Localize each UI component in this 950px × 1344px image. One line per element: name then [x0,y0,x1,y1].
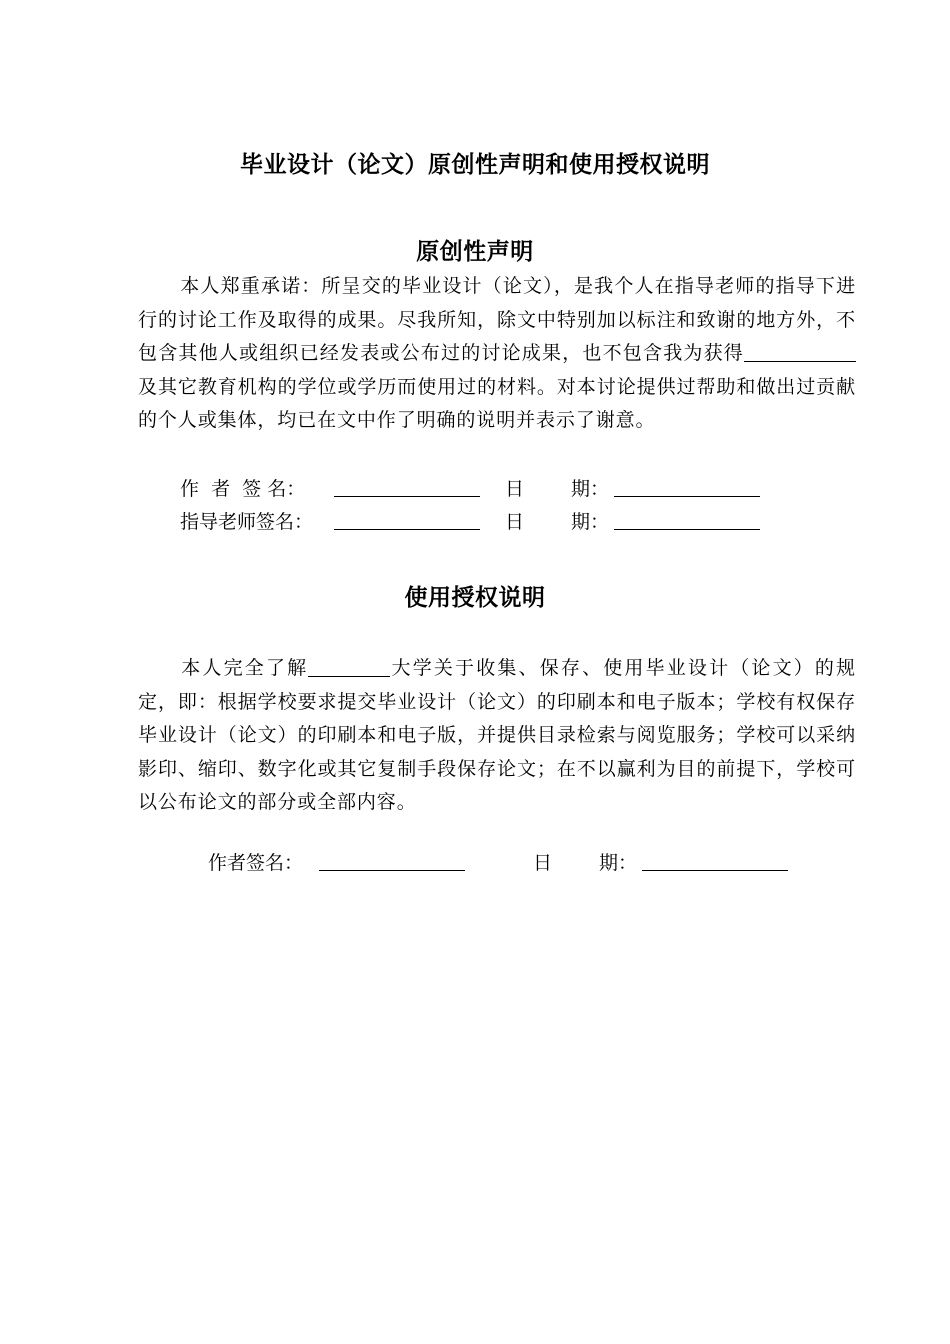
date-label-char1: 日 [533,852,553,874]
degree-blank-field[interactable] [744,339,856,362]
authorization-statement [138,652,856,820]
originality-text-part1: 本人郑重承诺：所呈交的毕业设计（论文），是我个人在指导老师的指导下进行的讨论工作及取得的成果。尽我所知，除文中特别加以标注和致谢的地方外，不包含其他人或组织已经发表或公布过的讨论成果，也不包含我为获得 [138,275,856,365]
advisor-date-field[interactable] [614,507,760,530]
author-date-field[interactable] [614,474,760,497]
date-label-char1: 日 [505,511,525,533]
date-label-char2: 期： [571,478,610,500]
date-label-char1: 日 [505,478,525,500]
authorization-signature-row [208,848,808,878]
originality-statement [138,270,856,438]
date-label-char2: 期： [599,852,638,874]
advisor-sign-label: 指导老师签名： [180,511,314,533]
authorization-heading: 使用授权说明 [404,585,546,611]
document-title: 毕业设计（论文）原创性声明和使用授权说明 [240,152,710,178]
date-label-char2: 期： [571,511,610,533]
originality-heading: 原创性声明 [416,239,534,265]
advisor-signature-row [180,507,780,537]
authorization-date-field[interactable] [642,848,788,871]
authorization-signature-field[interactable] [319,848,465,871]
author-sign-label: 作者签名： [208,852,304,874]
author-signature-field[interactable] [334,474,480,497]
author-signature-row [180,474,780,504]
advisor-signature-field[interactable] [334,507,480,530]
author-sign-label: 作 者 签 名： [180,478,306,500]
authorization-text-part1: 本人完全了解 [180,657,309,679]
university-blank-field[interactable] [308,654,390,677]
originality-text-part2: 及其它教育机构的学位或学历而使用过的材料。对本讨论提供过帮助和做出过贡献的个人或集体，均已在文中作了明确的说明并表示了谢意。 [138,375,856,432]
authorization-text-part2: 大学关于收集、保存、使用毕业设计（论文）的规定，即：根据学校要求提交毕业设计（论文）的印刷本和电子版本；学校有权保存毕业设计（论文）的印刷本和电子版，并提供目录检索与阅览服务；学校可以采纳影印、缩印、数字化或其它复制手段保存论文；在不以赢利为目的前提下，学校可以公布论文的部分或全部内容。 [138,657,856,814]
